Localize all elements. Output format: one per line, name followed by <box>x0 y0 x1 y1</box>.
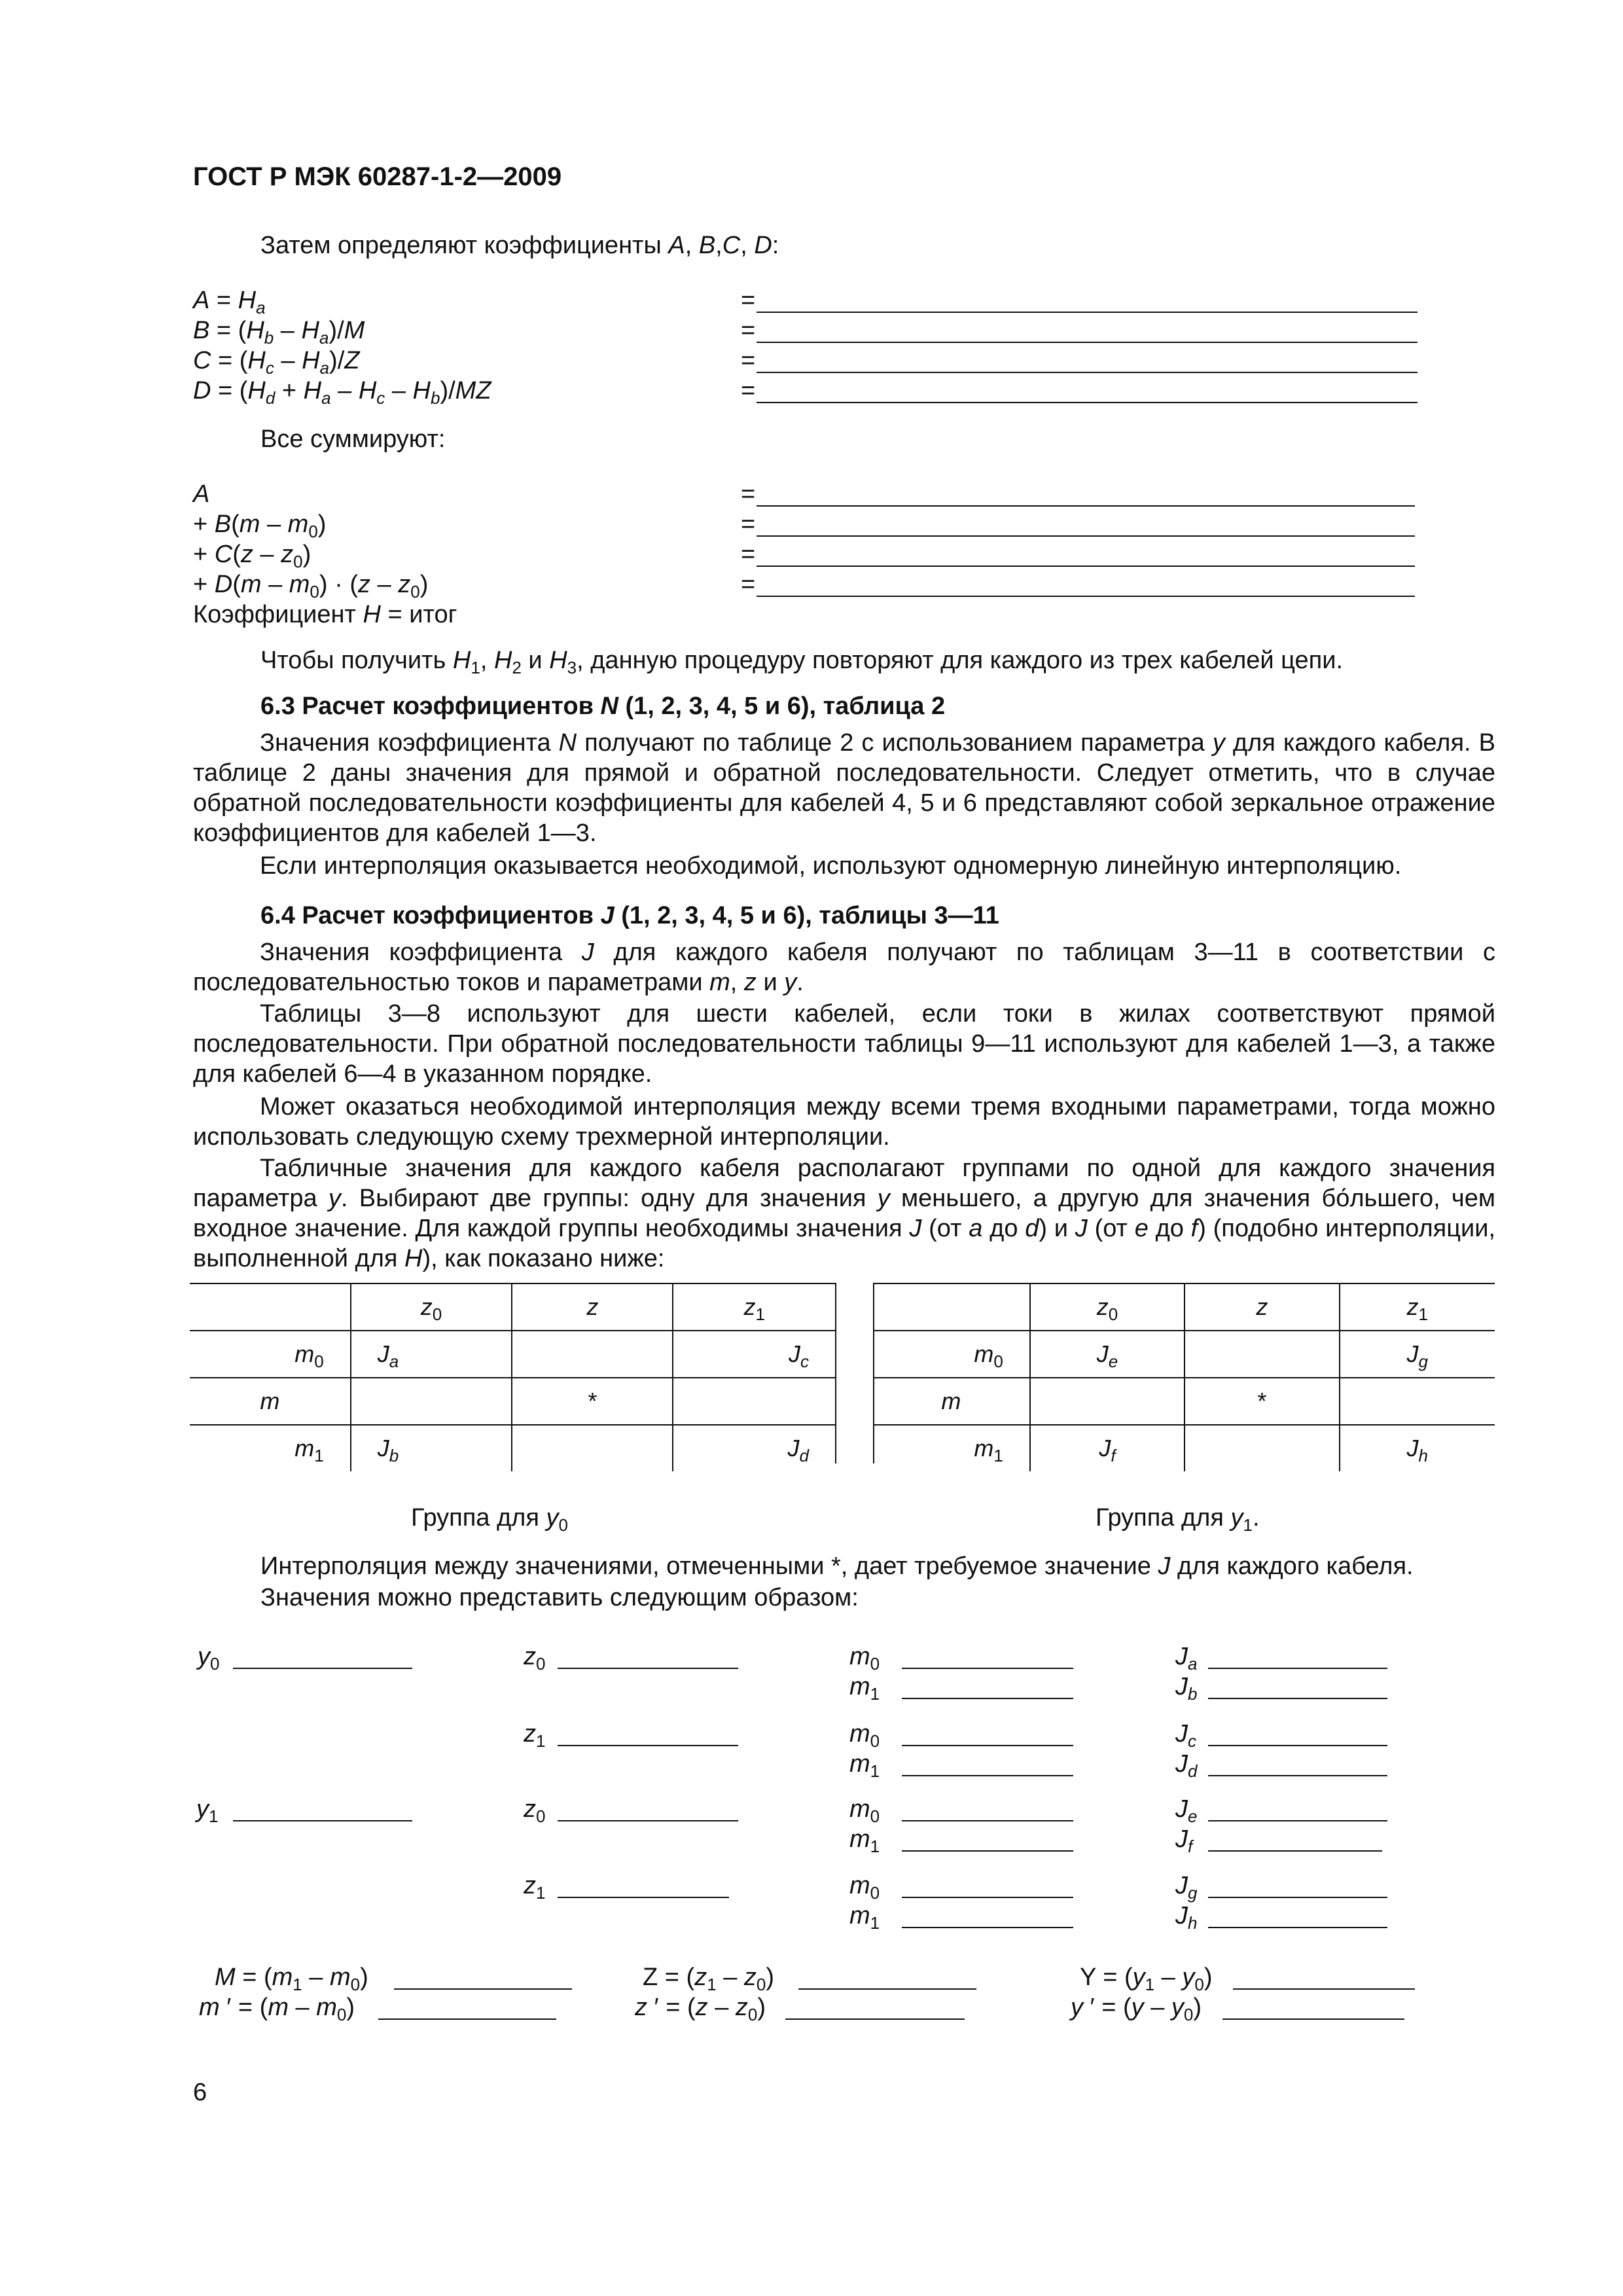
blank-line <box>757 596 1415 597</box>
blank-line[interactable] <box>1208 1668 1387 1669</box>
row-label: m <box>873 1378 1030 1425</box>
formula-y-prime: y ′ = $(y - y_0)$ <box>1071 1994 1202 2024</box>
equals-sign: = <box>741 511 756 538</box>
blank-line[interactable] <box>902 1850 1073 1852</box>
label-m1: $m_1$ <box>849 1825 880 1856</box>
blank-line[interactable] <box>558 1668 738 1669</box>
intro-coeffs-text: Затем определяют коэффициенты A, B,C, D: <box>260 232 779 259</box>
blank-line[interactable] <box>902 1897 1073 1898</box>
label-jb: $J_b$ <box>1175 1673 1198 1704</box>
blank-line <box>757 535 1415 537</box>
interp-text-2: Значения можно представить следующим образом: <box>260 1584 859 1611</box>
blank-line[interactable] <box>1208 1820 1387 1821</box>
blank-line[interactable] <box>902 1745 1073 1746</box>
row-label: $m_1$ <box>190 1425 351 1471</box>
cell: $J_e$ <box>1030 1331 1185 1378</box>
blank-line[interactable] <box>785 2018 965 2020</box>
blank-line[interactable] <box>1208 1850 1382 1852</box>
formula-d: $D = (H_d + H_a - H_c - H_b)/MZ$ <box>193 377 491 408</box>
label-z1: $z_1$ <box>524 1720 546 1751</box>
sum-c: + $C(z - z_0)$ <box>193 541 312 571</box>
section-6-4-p1: Значения коэффициента J для каждого кабеля получают по таблицам 3—11 в соответствии с последовательностью токов и параметрами m, z и y. <box>193 939 1496 996</box>
blank-line[interactable] <box>1208 1897 1387 1898</box>
cell: $J_d$ <box>673 1425 835 1471</box>
row-label: $m_1$ <box>873 1425 1030 1471</box>
sum-a: A <box>193 480 210 508</box>
formula-m-prime: m ′ = $(m - m_0)$ <box>199 1994 355 2024</box>
header-cell: z <box>512 1283 673 1331</box>
blank-line[interactable] <box>902 1820 1073 1821</box>
blank-line[interactable] <box>1233 1988 1415 1990</box>
cell: $J_a$ <box>351 1331 512 1378</box>
blank-line[interactable] <box>558 1820 738 1821</box>
formula-Y: $Y = (y_1 - y_0)$ <box>1080 1964 1213 1994</box>
header-cell: z <box>1185 1283 1339 1331</box>
blank-line[interactable] <box>558 1897 729 1898</box>
equals-sign: = <box>741 480 756 508</box>
blank-line[interactable] <box>233 1668 412 1669</box>
blank-line[interactable] <box>233 1820 412 1821</box>
equals-sign: = <box>741 377 756 404</box>
equals-sign: = <box>741 347 756 374</box>
equals-sign: = <box>741 571 756 598</box>
section-6-3-p2: Если интерполяция оказывается необходимой, используют одномерную линейную интерполяцию. <box>260 852 1402 880</box>
row-label: m <box>190 1378 351 1425</box>
blank-line <box>757 505 1415 507</box>
cell: $J_g$ <box>1340 1331 1495 1378</box>
label-jc: $J_c$ <box>1175 1720 1196 1751</box>
blank-line[interactable] <box>1208 1927 1387 1928</box>
label-y1: $y_1$ <box>196 1795 219 1826</box>
blank-line[interactable] <box>1222 2018 1404 2020</box>
group-caption-y0: Группа для $y_0$ <box>411 1504 568 1535</box>
cell: * <box>1185 1378 1339 1425</box>
label-m0: $m_0$ <box>849 1720 880 1751</box>
blank-line[interactable] <box>394 1988 572 1990</box>
section-6-4-p2: Таблицы 3—8 используют для шести кабелей, если токи в жилах соответствуют прямой последовательности. При обратной последовательности таблицы 9—11 используют для кабелей 1—3, а также для кабелей 6—4 в указанном порядке. <box>193 1000 1495 1088</box>
label-m1: $m_1$ <box>849 1673 880 1704</box>
sum-title: Все суммируют: <box>260 425 446 453</box>
blank-line[interactable] <box>902 1927 1073 1928</box>
section-6-3-title: 6.3 Расчет коэффициентов N (1, 2, 3, 4, 5 и 6), таблица 2 <box>260 692 946 720</box>
group-table-y0 <box>190 1283 835 1471</box>
label-jd: $J_d$ <box>1175 1750 1198 1781</box>
label-jh: $J_h$ <box>1175 1902 1198 1933</box>
label-m0: $m_0$ <box>849 1795 880 1826</box>
equals-sign: = <box>741 541 756 568</box>
label-ja: $J_a$ <box>1175 1643 1198 1674</box>
equals-sign: = <box>741 317 756 344</box>
blank-line <box>757 342 1418 343</box>
cell: $J_f$ <box>1030 1425 1185 1471</box>
group-table-y1 <box>873 1283 1495 1471</box>
formula-b: $B = (H_b - H_a)/M$ <box>193 317 365 348</box>
header-cell: $z_1$ <box>673 1283 835 1331</box>
label-jg: $J_g$ <box>1175 1872 1198 1903</box>
formula-Z: $Z = (z_1 - z_0)$ <box>643 1964 775 1994</box>
blank-line[interactable] <box>1208 1698 1387 1699</box>
group-caption-y1: Группа для $y_1$. <box>1096 1504 1260 1535</box>
row-label: $m_0$ <box>873 1331 1030 1378</box>
page-number: 6 <box>193 2079 207 2106</box>
formula-c: $C = (H_c - H_a)/Z$ <box>193 347 360 378</box>
blank-line <box>757 312 1418 313</box>
label-jf: $J_f$ <box>1175 1825 1193 1856</box>
cell: $J_c$ <box>673 1331 835 1378</box>
cell: $J_b$ <box>351 1425 512 1471</box>
section-6-4-p3: Может оказаться необходимой интерполяция между всеми тремя входными параметрами, тогда можно использовать следующую схему трехмерной интерполяции. <box>193 1093 1495 1151</box>
interp-text-1: Интерполяция между значениями, отмеченными *, дает требуемое значение J для каждого кабеля. <box>260 1552 1414 1580</box>
header-cell: $z_0$ <box>1030 1283 1185 1331</box>
blank-line[interactable] <box>902 1698 1073 1699</box>
label-m0: $m_0$ <box>849 1643 880 1674</box>
label-y0: $y_0$ <box>198 1643 220 1674</box>
label-je: $J_e$ <box>1175 1795 1198 1826</box>
formula-M: $M = (m_1 - m_0)$ <box>215 1964 368 1994</box>
blank-line[interactable] <box>902 1775 1073 1776</box>
cell: $J_h$ <box>1340 1425 1495 1471</box>
cell: * <box>512 1378 673 1425</box>
blank-line[interactable] <box>1208 1775 1387 1776</box>
blank-line[interactable] <box>1208 1745 1387 1746</box>
blank-line <box>757 402 1418 403</box>
label-z1: $z_1$ <box>524 1872 546 1903</box>
document-header: ГОСТ Р МЭК 60287-1-2—2009 <box>193 162 562 191</box>
row-label: $m_0$ <box>190 1331 351 1378</box>
label-m1: $m_1$ <box>849 1902 880 1933</box>
section-6-4-title: 6.4 Расчет коэффициентов J (1, 2, 3, 4, 5 и 6), таблицы 3—11 <box>260 902 999 929</box>
section-6-4-p4: Табличные значения для каждого кабеля располагают группами по одной для каждого значения параметра y. Выбирают две группы: одну для значения y меньшего, а другую для значения бо́льшего, чем входное значение. Для каждой группы необходимы значения J (от a до d) и J (от e до f) (подобно интерполяции, выполненной для H), как показано ниже: <box>193 1155 1495 1272</box>
header-cell: $z_0$ <box>351 1283 512 1331</box>
formula-z-prime: z ′ = $(z - z_0)$ <box>635 1994 766 2024</box>
header-cell: $z_1$ <box>1340 1283 1495 1331</box>
label-m0: $m_0$ <box>849 1872 880 1903</box>
section-6-3-p1: Значения коэффициента N получают по таблице 2 с использованием параметра y для каждого кабеля. В таблице 2 даны значения для прямой и обратной последовательности. Следует отметить, что в случае обратной последовательности коэффициенты для кабелей 4, 5 и 6 представляют собой зеркальное отражение коэффициентов для кабелей 1—3. <box>193 729 1495 847</box>
blank-line[interactable] <box>558 1745 738 1746</box>
label-m1: $m_1$ <box>849 1750 880 1781</box>
label-z0: $z_0$ <box>524 1643 546 1674</box>
sum-b: + $B(m - m_0)$ <box>193 511 327 541</box>
sum-total: Коэффициент H = итог <box>193 601 457 628</box>
label-z0: $z_0$ <box>524 1795 546 1826</box>
equals-sign: = <box>741 287 756 314</box>
blank-line[interactable] <box>902 1668 1073 1669</box>
blank-line <box>757 372 1418 373</box>
blank-line[interactable] <box>798 1988 976 1990</box>
sum-d: + $D(m - m_0) \cdot (z - z_0)$ <box>193 571 429 601</box>
blank-line <box>757 565 1415 567</box>
formula-a: $A = H_a$ <box>193 287 266 317</box>
h123-text: Чтобы получить $H_1$, $H_2$ и $H_3$, данную процедуру повторяют для каждого из трех кабелей цепи. <box>260 647 1344 677</box>
blank-line[interactable] <box>378 2018 556 2020</box>
